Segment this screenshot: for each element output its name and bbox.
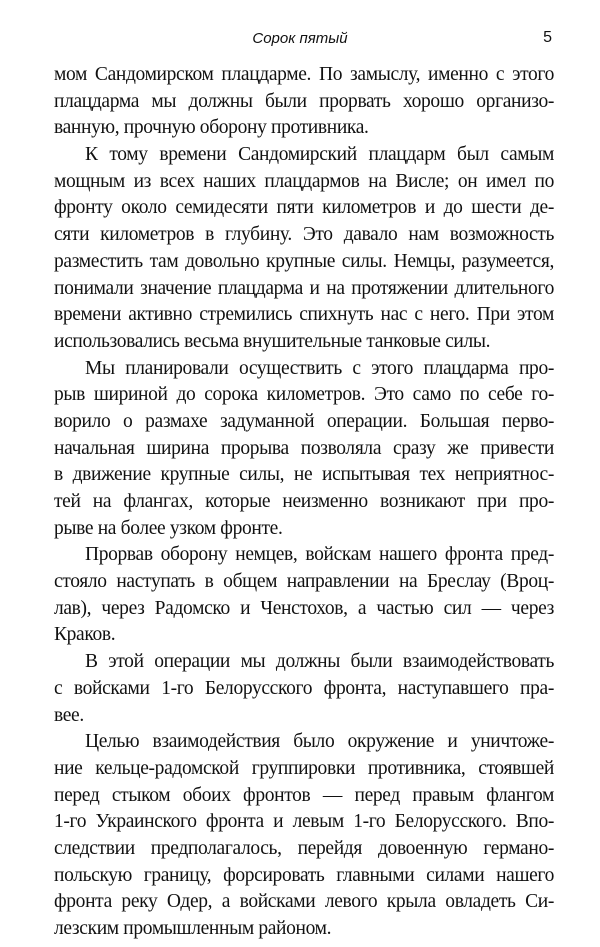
text-line: лав), через Радомско и Ченстохов, а частью сил — через	[54, 597, 554, 619]
text-line: мощным из всех наших плацдармов на Висле; он имел по	[54, 170, 554, 192]
text-line: 1-го Украинского фронта и левым 1-го Белорусского. Впо-	[54, 811, 554, 833]
running-title: Сорок пятый	[252, 30, 348, 47]
text-line: фронту около семидесяти пяти километров и до шести де-	[54, 197, 554, 219]
text-line: стояло наступать в общем направлении на Бреслау (Вроц-	[54, 571, 554, 593]
text-line: ние кельце-радомской группировки противника, стоявшей	[54, 757, 554, 779]
text-line: тей на флангах, которые неизменно возникают при про-	[54, 491, 554, 512]
text-line: Целью взаимодействия было окружение и уничтоже-	[85, 731, 554, 753]
text-line: рыв шириной до сорока километров. Это само по себе го-	[54, 384, 554, 406]
text-line: Прорвав оборону немцев, войскам нашего фронта пред-	[85, 544, 554, 566]
text-line: польскую границу, форсировать главными силами нашего	[54, 864, 554, 886]
text-line: Краков.	[54, 624, 116, 646]
text-line: в движение крупные силы, не испытывая тех неприятнос-	[54, 464, 554, 486]
text-line: перед стыком обоих фронтов — перед правым флангом	[54, 784, 554, 806]
text-line: начальная ширина прорыва позволяла сразу же привести	[54, 437, 554, 459]
text-line: вее.	[54, 704, 84, 726]
text-line: К тому времени Сандомирский плацдарм был самым	[85, 144, 554, 166]
page-body-text	[54, 62, 554, 943]
text-line: фронта реку Одер, а войсками левого крыла овладеть Си-	[54, 891, 554, 913]
text-line: мом Сандомирском плацдарме. По замыслу, именно с этого	[54, 64, 554, 85]
text-line: разместить там довольно крупные силы. Немцы, разумеется,	[54, 250, 554, 272]
text-line: следствии предполагалось, перейдя довоенную германо-	[54, 837, 554, 859]
text-line: плацдарма мы должны были прорвать хорошо организо-	[54, 90, 554, 112]
text-line: лезским промышленным районом.	[54, 918, 332, 939]
text-line: ванную, прочную оборону противника.	[54, 117, 369, 139]
text-line: рыве на более узком фронте.	[54, 517, 283, 539]
text-line: использовались весьма внушительные танковые силы.	[54, 330, 491, 352]
text-line: времени активно стремились спихнуть нас с него. При этом	[54, 304, 554, 326]
text-line: понимали значение плацдарма и на протяжении длительного	[54, 277, 554, 299]
text-line: Мы планировали осуществить с этого плацдарма про-	[85, 357, 554, 379]
text-line: ворило о размахе задуманной операции. Большая перво-	[54, 410, 554, 432]
text-line: В этой операции мы должны были взаимодействовать	[85, 651, 554, 673]
page-number: 5	[543, 29, 552, 46]
text-line: с войсками 1-го Белорусского фронта, наступавшего пра-	[54, 677, 554, 699]
text-line: сяти километров в глубину. Это давало нам возможность	[54, 224, 554, 246]
